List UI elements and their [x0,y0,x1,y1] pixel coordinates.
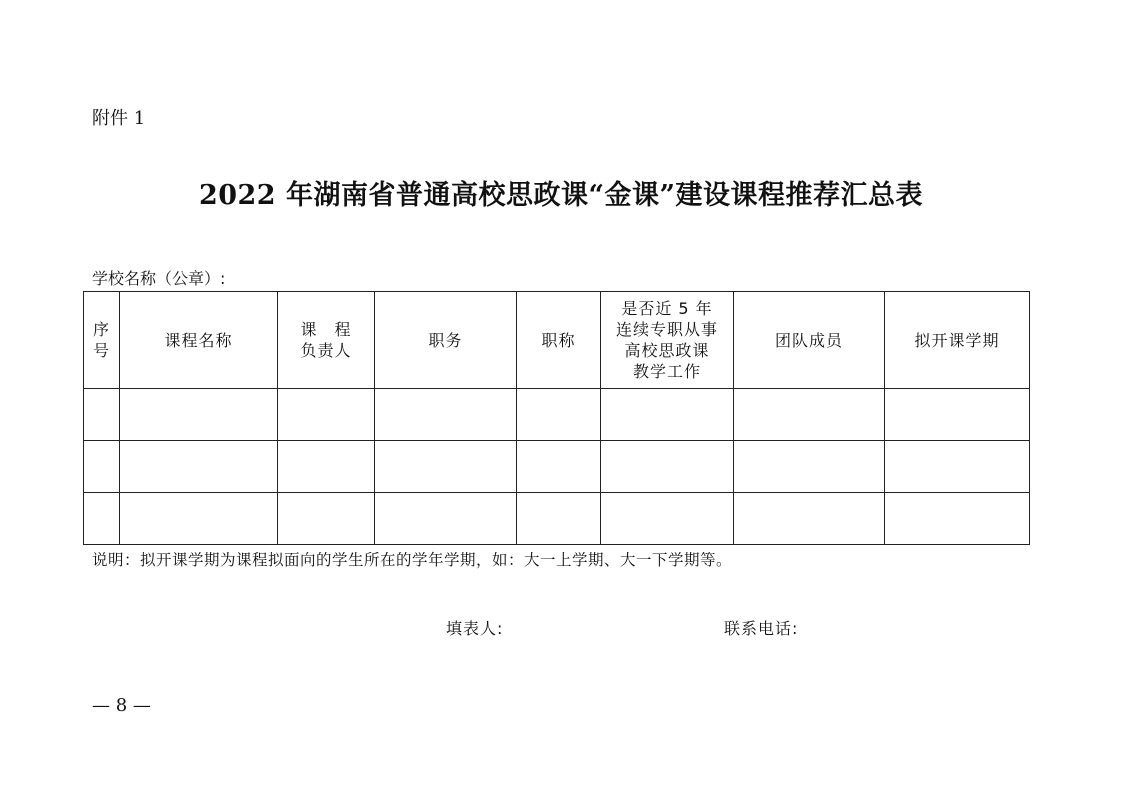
table-cell[interactable] [278,389,375,441]
table-cell[interactable] [375,441,517,493]
table-cell[interactable] [601,441,734,493]
school-name-label: 学校名称（公章）: [92,269,226,288]
table-cell[interactable] [278,493,375,545]
column-header-course-lead: 课 程 负责人 [278,292,375,389]
table-cell[interactable] [120,441,278,493]
form-filler-label: 填表人: [446,619,504,638]
table-cell[interactable] [517,389,601,441]
table-cell[interactable] [120,493,278,545]
table-row [84,493,1030,545]
table-cell[interactable] [375,493,517,545]
column-header-team-members: 团队成员 [734,292,885,389]
column-header-title: 职称 [517,292,601,389]
column-header-five-year-teaching: 是否近 5 年 连续专职从事 高校思政课 教学工作 [601,292,734,389]
table-cell[interactable] [120,389,278,441]
table-cell[interactable] [734,389,885,441]
table-cell[interactable] [375,389,517,441]
column-header-planned-semester: 拟开课学期 [885,292,1030,389]
table-cell[interactable] [84,493,120,545]
table-cell[interactable] [601,389,734,441]
page-number: — 8 — [92,695,151,716]
table-cell[interactable] [734,493,885,545]
table-cell[interactable] [601,493,734,545]
table-cell[interactable] [517,441,601,493]
recommendation-summary-table [83,291,1030,545]
table-cell[interactable] [84,441,120,493]
column-header-position: 职务 [375,292,517,389]
table-row [84,389,1030,441]
column-header-serial-number: 序 号 [84,292,120,389]
contact-phone-label: 联系电话: [724,619,799,638]
table-row [84,441,1030,493]
table-cell[interactable] [885,441,1030,493]
table-header-row [84,292,1030,389]
table-cell[interactable] [278,441,375,493]
table-cell[interactable] [84,389,120,441]
table-cell[interactable] [734,441,885,493]
table-cell[interactable] [517,493,601,545]
page-title: 2022 年湖南省普通高校思政课“金课”建设课程推荐汇总表 [198,180,924,211]
table-cell[interactable] [885,389,1030,441]
table-cell[interactable] [885,493,1030,545]
attachment-label: 附件 1 [92,108,146,129]
column-header-course-name: 课程名称 [120,292,278,389]
explanatory-note: 说明：拟开课学期为课程拟面向的学生所在的学年学期，如：大一上学期、大一下学期等。 [92,551,733,569]
